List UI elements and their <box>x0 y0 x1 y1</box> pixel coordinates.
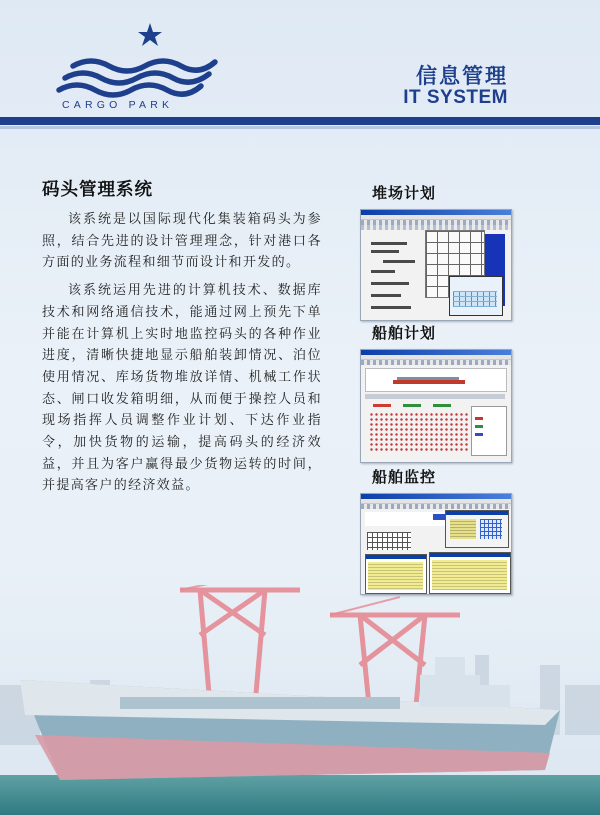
screenshot-label: 堆场计划 <box>372 184 437 202</box>
header-divider-shadow <box>0 126 600 129</box>
yard-plan-window-image <box>360 209 512 321</box>
article-paragraph-1: 该系统是以国际现代化集装箱码头为参照，结合先进的设计管理理念，针对港口各方面的业务流程和细节而设计和开发的。 <box>42 212 322 271</box>
section-title-cn: 信息管理 <box>416 64 508 88</box>
screenshot-ship-plan <box>360 322 515 463</box>
screenshot-ship-monitoring <box>360 466 515 595</box>
ship-plan-window-image <box>360 349 512 463</box>
logo-text: CARGO PARK <box>62 99 174 111</box>
screenshot-label: 船舶监控 <box>372 468 437 486</box>
screenshot-label: 船舶计划 <box>372 324 437 342</box>
header-divider <box>0 117 600 125</box>
ship-monitoring-window-image <box>360 493 512 595</box>
harbor-ship-crane-image <box>0 585 600 815</box>
page-header <box>0 0 600 125</box>
section-title-en: IT SYSTEM <box>403 87 508 108</box>
screenshot-yard-plan <box>360 182 515 321</box>
article <box>42 176 322 503</box>
article-title: 码头管理系统 <box>42 180 153 200</box>
article-paragraph-2: 该系统运用先进的计算机技术、数据库技术和网络通信技术，能通过网上预先下单并能在计算机上实时地监控码头的各种作业进度，清晰快捷地显示船舶装卸情况、泊位使用情况、库场货物堆放详情、机械工作状态、闸口收发箱明细，从而便于操控人员和现场指挥人员调整作业计划、下达作业指令，加快货物的运输，提高码头的经济效益，并且为客户赢得最少货物运转的时间，并提高客户的经济效益。 <box>42 283 322 494</box>
